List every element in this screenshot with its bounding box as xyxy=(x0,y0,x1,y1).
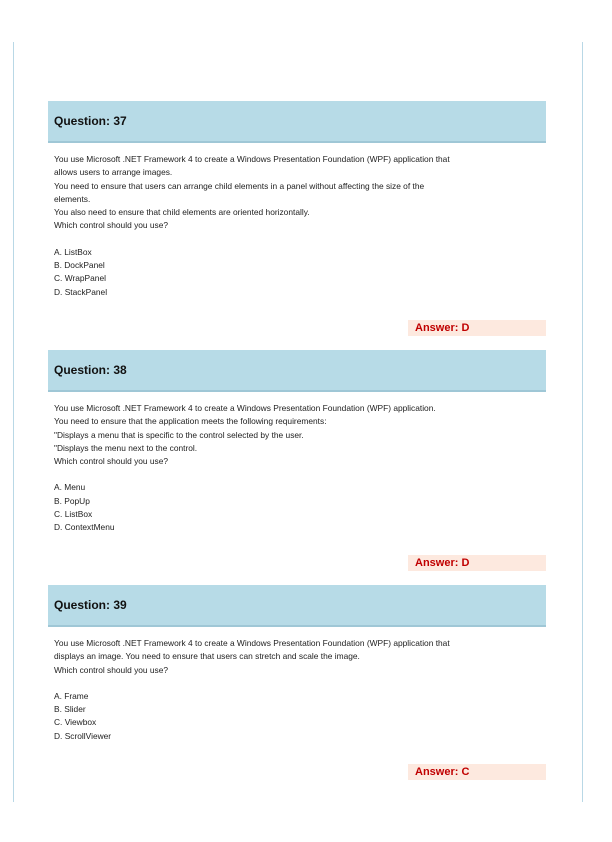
answer-text: Answer: C xyxy=(415,766,470,778)
answer-text: Answer: D xyxy=(415,557,470,569)
question-line: Which control should you use? xyxy=(54,456,169,467)
option-d: D. ContextMenu xyxy=(54,522,115,533)
question-block-39 xyxy=(48,585,546,743)
question-line: You need to ensure that the application meets the following requirements: xyxy=(54,416,327,427)
options-list xyxy=(54,690,540,743)
answer-text: Answer: D xyxy=(415,322,470,334)
option-d: D. ScrollViewer xyxy=(54,730,112,741)
question-line: Which control should you use? xyxy=(54,220,169,231)
question-line: "Displays the menu next to the control. xyxy=(54,442,198,453)
answer-badge-39 xyxy=(408,764,546,780)
question-text xyxy=(48,143,546,299)
question-title: Question: 37 xyxy=(54,114,127,128)
question-line: You need to ensure that users can arrange child elements in a panel without affecting the size of the xyxy=(54,180,425,191)
option-c: C. WrapPanel xyxy=(54,273,106,284)
options-list xyxy=(54,246,540,299)
option-a: A. ListBox xyxy=(54,246,92,257)
option-b: B. PopUp xyxy=(54,495,90,506)
option-c: C. ListBox xyxy=(54,509,93,520)
answer-badge-37 xyxy=(408,320,546,336)
answer-badge-38 xyxy=(408,555,546,571)
page-border-left xyxy=(13,42,14,802)
question-line: You use Microsoft .NET Framework 4 to create a Windows Presentation Foundation (WPF) application that xyxy=(54,638,450,648)
question-header xyxy=(48,350,546,392)
question-header xyxy=(48,101,546,143)
question-line: You use Microsoft .NET Framework 4 to create a Windows Presentation Foundation (WPF) application. xyxy=(54,403,436,413)
page-border-right xyxy=(582,42,583,802)
question-line: You also need to ensure that child elements are oriented horizontally. xyxy=(54,207,310,218)
question-line: displays an image. You need to ensure that users can stretch and scale the image. xyxy=(54,651,360,662)
question-line: "Displays a menu that is specific to the control selected by the user. xyxy=(54,429,304,440)
question-header xyxy=(48,585,546,627)
question-title: Question: 38 xyxy=(54,363,127,377)
options-list xyxy=(54,481,540,534)
question-block-38 xyxy=(48,350,546,535)
option-b: B. Slider xyxy=(54,704,86,715)
question-text xyxy=(48,627,546,743)
question-title: Question: 39 xyxy=(54,598,127,612)
question-block-37 xyxy=(48,101,546,299)
option-a: A. Menu xyxy=(54,482,86,493)
option-d: D. StackPanel xyxy=(54,286,108,297)
question-line: elements. xyxy=(54,193,91,204)
question-line: allows users to arrange images. xyxy=(54,167,173,178)
question-line: You use Microsoft .NET Framework 4 to create a Windows Presentation Foundation (WPF) application that xyxy=(54,154,450,164)
option-b: B. DockPanel xyxy=(54,260,105,271)
option-c: C. Viewbox xyxy=(54,717,97,728)
question-line: Which control should you use? xyxy=(54,664,169,675)
question-text xyxy=(48,392,546,535)
option-a: A. Frame xyxy=(54,690,89,701)
